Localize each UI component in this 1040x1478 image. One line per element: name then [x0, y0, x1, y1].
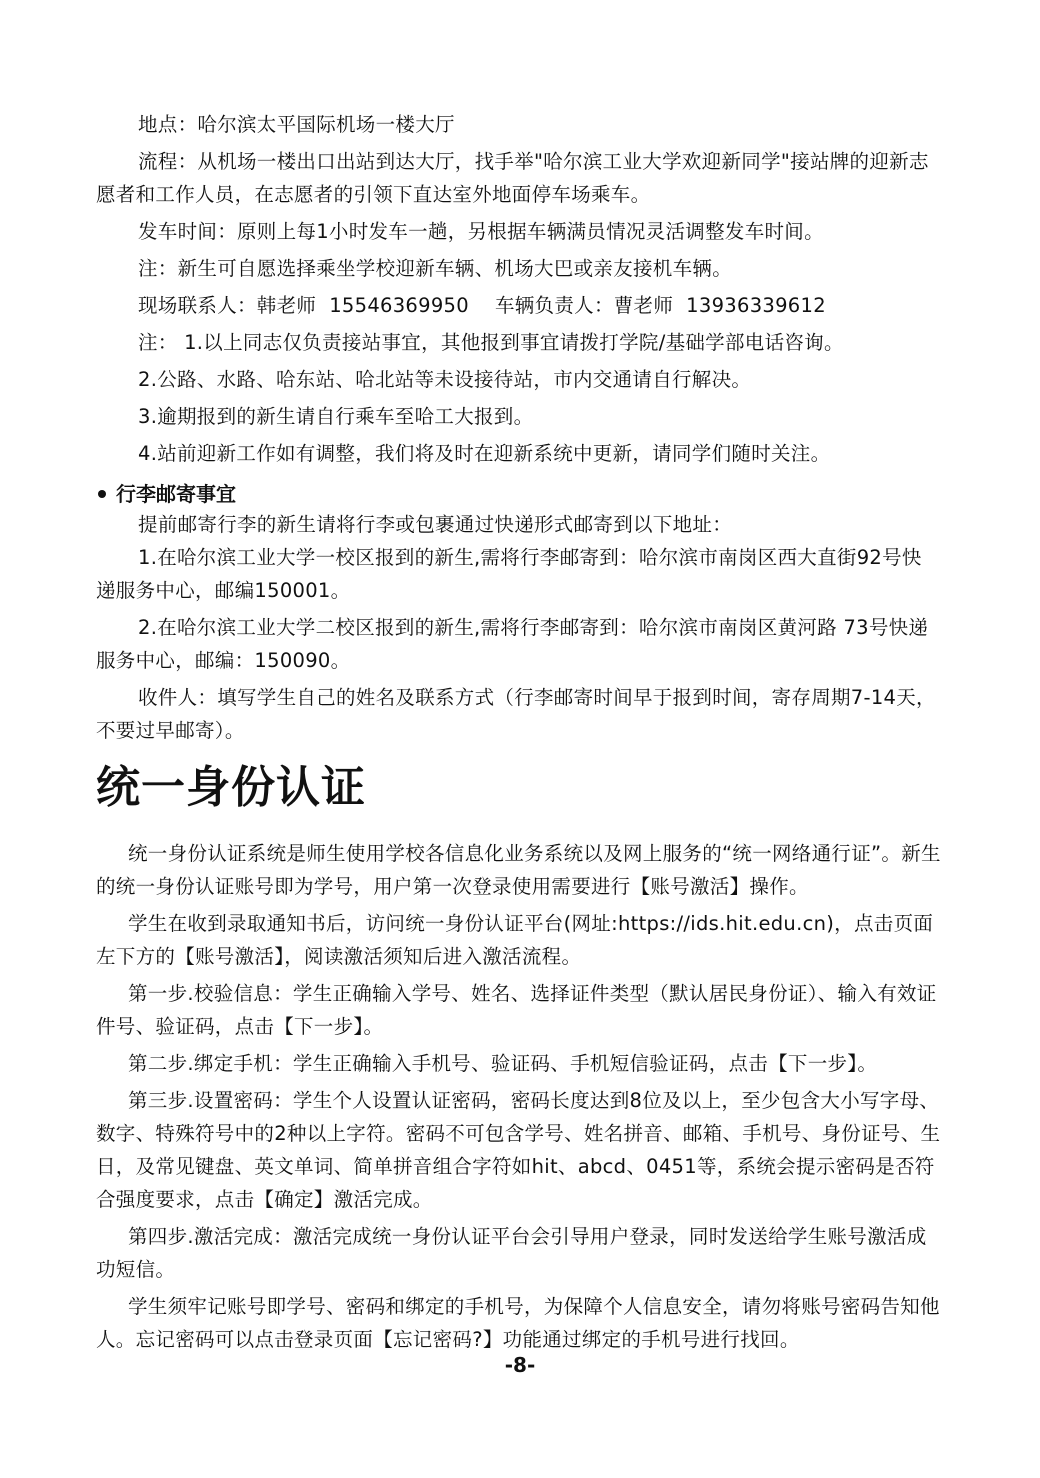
identity-paragraph: 学生在收到录取通知书后，访问统一身份认证平台(网址:https://ids.hit.edu.cn)，点击页面左下方的【账号激活】，阅读激活须知后进入激活流程。 [96, 912, 934, 968]
pickup-process: 流程：从机场一楼出口出站到达大厅，找手举"哈尔滨工业大学欢迎新同学"接站牌的迎新志愿者和工作人员，在志愿者的引领下直达室外地面停车场乘车。 [96, 150, 929, 206]
identity-paragraph: 第二步.绑定手机：学生正确输入手机号、验证码、手机短信验证码，点击【下一步】。 [128, 1052, 878, 1075]
page-number: -8- [504, 1353, 536, 1377]
luggage-address-2: 2.在哈尔滨工业大学二校区报到的新生,需将行李邮寄到：哈尔滨市南岗区黄河路 73号快递服务中心，邮编：150090。 [96, 616, 929, 672]
departure-time: 发车时间：原则上每1小时发车一趟，另根据车辆满员情况灵活调整发车时间。 [138, 220, 824, 243]
identity-paragraph: 第四步.激活完成：激活完成统一身份认证平台会引导用户登录，同时发送给学生账号激活成功短信。 [96, 1225, 927, 1281]
identity-paragraph: 第一步.校验信息：学生正确输入学号、姓名、选择证件类型（默认居民身份证）、输入有效证件号、验证码，点击【下一步】。 [96, 982, 937, 1038]
note-item-3: 3.逾期报到的新生请自行乘车至哈工大报到。 [138, 405, 534, 428]
identity-paragraph: 学生须牢记账号即学号、密码和绑定的手机号，为保障个人信息安全，请勿将账号密码告知他人。忘记密码可以点击登录页面【忘记密码?】功能通过绑定的手机号进行找回。 [96, 1295, 940, 1351]
luggage-heading-text: 行李邮寄事宜 [116, 482, 236, 506]
bullet-icon [98, 490, 106, 498]
note-item-4: 4.站前迎新工作如有调整，我们将及时在迎新系统中更新，请同学们随时关注。 [138, 442, 831, 465]
document-page [96, 108, 941, 1360]
luggage-heading [96, 480, 941, 508]
vehicle-note: 注：新生可自愿选择乘坐学校迎新车辆、机场大巴或亲友接机车辆。 [138, 257, 733, 280]
identity-paragraph: 第三步.设置密码：学生个人设置认证密码，密码长度达到8位及以上，至少包含大小写字母、数字、特殊符号中的2种以上字符。密码不可包含学号、姓名拼音、邮箱、手机号、身份证号、生日，及常见键盘、英文单词、简单拼音组合字符如hit、abcd、0451等，系统会提示密码是否符合强度要求，点击【确定】激活完成。 [96, 1089, 941, 1211]
identity-paragraph: 统一身份认证系统是师生使用学校各信息化业务系统以及网上服务的“统一网络通行证”。新生的统一身份认证账号即为学号，用户第一次登录使用需要进行【账号激活】操作。 [96, 842, 941, 898]
pickup-location: 地点：哈尔滨太平国际机场一楼大厅 [138, 113, 455, 136]
luggage-receiver: 收件人：填写学生自己的姓名及联系方式（行李邮寄时间早于报到时间，寄存周期7-14天，不要过早邮寄）。 [96, 686, 936, 742]
luggage-address-1: 1.在哈尔滨工业大学一校区报到的新生,需将行李邮寄到：哈尔滨市南岗区西大直街92号快递服务中心，邮编150001。 [96, 546, 922, 602]
luggage-intro: 提前邮寄行李的新生请将行李或包裹通过快递形式邮寄到以下地址： [138, 513, 733, 536]
contacts-line: 现场联系人：韩老师 15546369950 车辆负责人：曹老师 13936339612 [138, 294, 826, 317]
section-title: 统一身份认证 [96, 762, 366, 813]
note-item-2: 2.公路、水路、哈东站、哈北站等未设接待站，市内交通请自行解决。 [138, 368, 752, 391]
note-item-1: 注： 1.以上同志仅负责接站事宜，其他报到事宜请拨打学院/基础学部电话咨询。 [138, 331, 844, 354]
